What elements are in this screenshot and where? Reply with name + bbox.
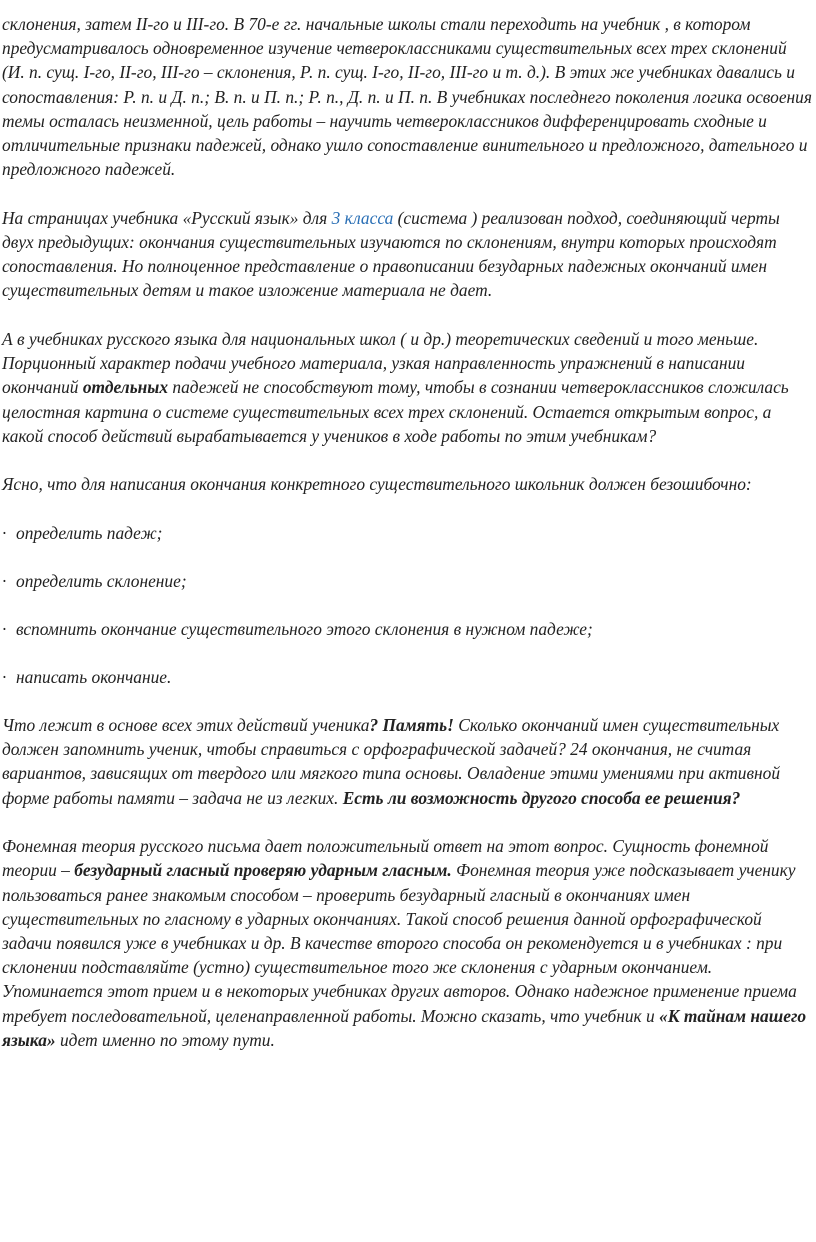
paragraph-declension-history [2, 12, 812, 181]
paragraph-grade-3-textbook [2, 206, 812, 303]
grade-3-link[interactable]: 3 класса [331, 207, 394, 228]
list-item [2, 665, 812, 689]
list-item-text: определить падеж; [16, 523, 163, 544]
paragraph-text: Ясно, что для написания окончания конкретного существительного школьник должен безошибочно: [2, 474, 752, 495]
paragraph-phoneme-theory [2, 834, 812, 1052]
paragraph-text-end: падежей не способствуют тому, чтобы в сознании четвероклассников сложилась целостная картина о системе существительных всех трех склонений. Остается открытым вопрос, а какой способ действий вырабатывается у учеников в ходе работы по этим учебникам? [2, 377, 789, 446]
paragraph-national-schools [2, 327, 812, 448]
list-item [2, 569, 812, 593]
bullet-icon: · [2, 523, 7, 544]
emphasis-rule: безударный гласный проверяю ударным гласным. [74, 860, 452, 881]
list-item [2, 617, 812, 641]
bullet-icon: · [2, 619, 7, 640]
paragraph-steps-intro [2, 472, 812, 496]
list-item-text: написать окончание. [16, 667, 172, 688]
paragraph-text: склонения, затем II-го и III-го. В 70-е гг. начальные школы стали переходить на учебник , в котором предусматривалось одновременное изучение четвероклассниками существительных всех трех склонений (И. п. сущ. I-го, II-го, III-го – склонения, Р. п. сущ. I-го, II-го, III-го и т. д.). В этих же учебниках давались и сопоставления: Р. п. и Д. п.; В. п. и П. п.; Р. п., Д. п. и П. п. В учебниках последнего поколения логика освоения темы осталась неизменной, цель работы – научить четвероклассников дифференцировать сходные и отличительные признаки падежей, однако ушло сопоставление винительного и предложного, дательного и предложного падежей. [2, 14, 812, 180]
paragraph-text-start: Что лежит в основе всех этих действий ученика [2, 715, 370, 736]
bullet-icon: · [2, 667, 7, 688]
list-item-text: определить склонение; [16, 571, 187, 592]
emphasis-question: Есть ли возможность другого способа ее решения? [342, 787, 741, 808]
document-page [0, 12, 816, 1076]
paragraph-text-end: (система ) реализован подход, соединяющий черты двух предыдущих: окончания существительных изучаются по склонениям, внутри которых происходят сопоставления. Но полноценное представление о правописании безударных падежных окончаний имен существительных детям и такое изложение материала не дает. [2, 207, 780, 301]
emphasis-separate: отдельных [82, 377, 169, 398]
emphasis-textbook-title: «К тайнам нашего языка» [2, 1005, 807, 1050]
paragraph-text-start: Фонемная теория русского письма дает положительный ответ на этот вопрос. Сущность фонемной теории – [2, 836, 769, 881]
paragraph-text-middle: Фонемная теория уже подсказывает ученику пользоваться ранее знакомым способом – проверить безударный гласный в окончаниях имен существительных по гласному в ударных окончаниях. Такой способ решения данной орфографической задачи появился уже в учебниках и др. В качестве второго способа он рекомендуется и в учебниках : при склонении подставляйте (устно) существительное того же склонения с ударным окончанием. Упоминается этот прием и в некоторых учебниках других авторов. Однако надежное применение приема требует последовательной, целенаправленной работы. Можно сказать, что учебник и [2, 860, 797, 1026]
paragraph-text-start: На страницах учебника «Русский язык» для [2, 207, 332, 228]
list-item [2, 521, 812, 545]
emphasis-memory: ? Память! [369, 715, 454, 736]
paragraph-memory [2, 713, 812, 810]
bullet-icon: · [2, 571, 7, 592]
list-item-text: вспомнить окончание существительного этого склонения в нужном падеже; [16, 619, 593, 640]
paragraph-text-end: идет именно по этому пути. [55, 1029, 275, 1050]
steps-list [2, 521, 812, 689]
paragraph-text-start: А в учебниках русского языка для национальных школ ( и др.) теоретических сведений и того меньше. Порционный характер подачи учебного материала, узкая направленность упражнений в написании окончаний [2, 329, 759, 398]
paragraph-text-middle: Сколько окончаний имен существительных должен запомнить ученик, чтобы справиться с орфографической задачей? 24 окончания, не считая вариантов, зависящих от твердого или мягкого типа основы. Овладение этими умениями при активной форме работы памяти – задача не из легких. [2, 715, 781, 808]
